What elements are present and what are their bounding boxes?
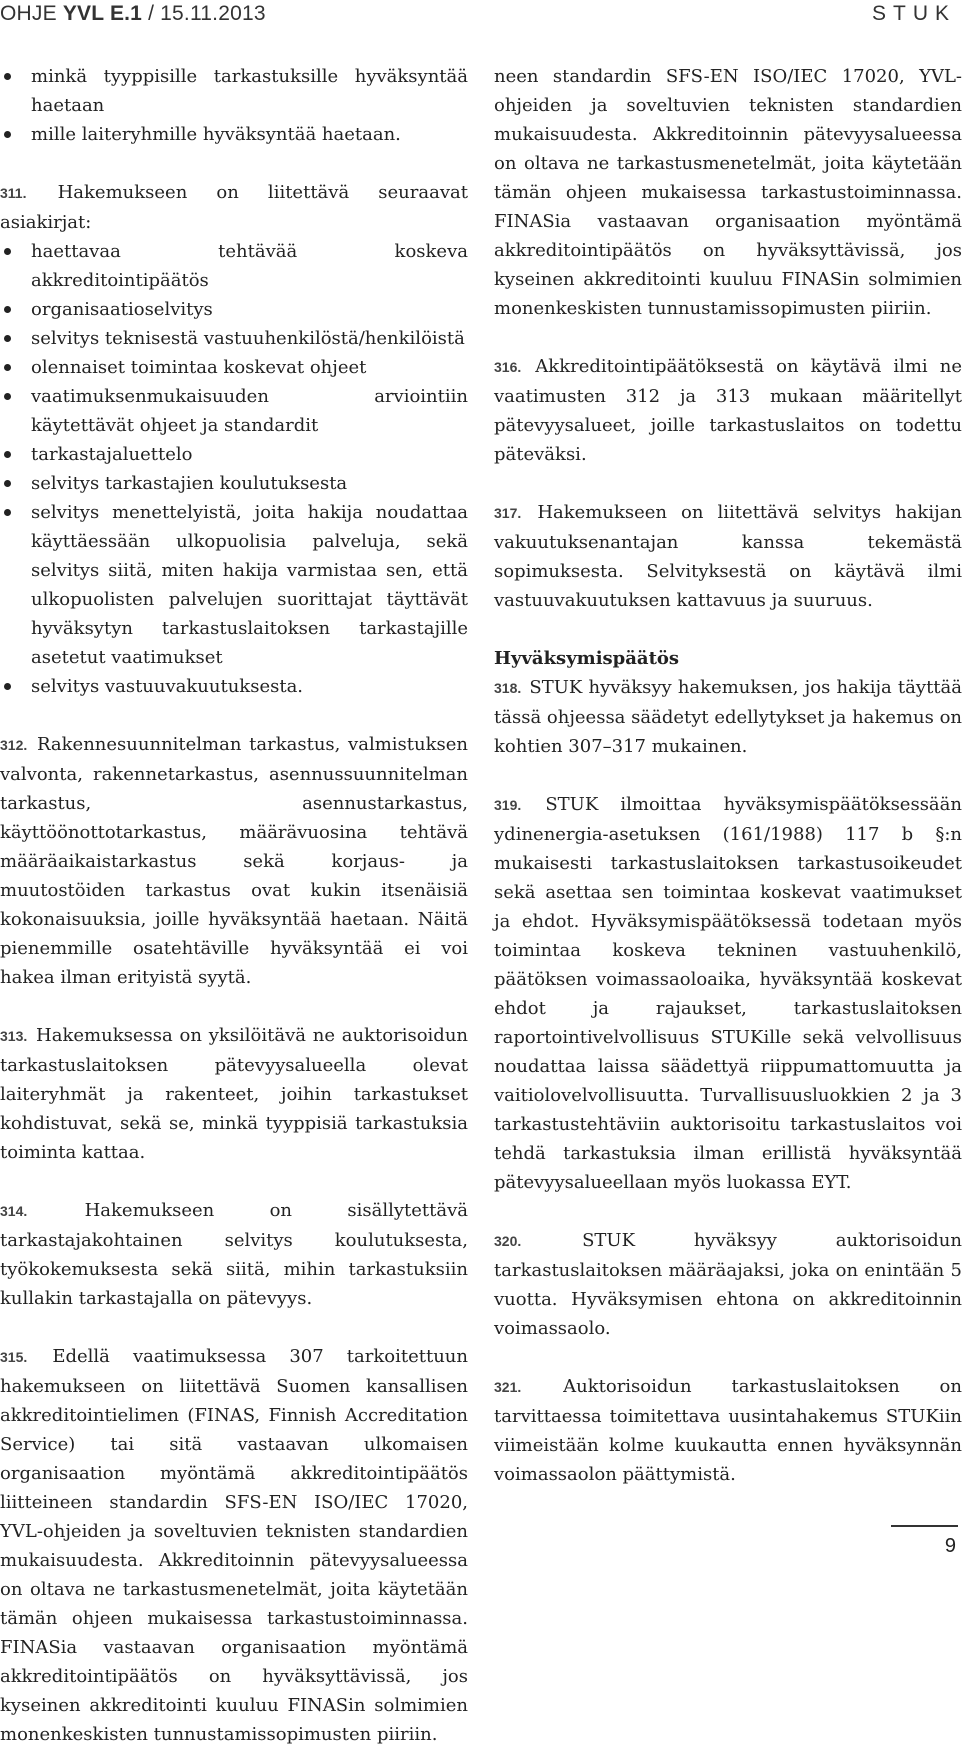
list-item: selvitys tarkastajien koulutuksesta	[0, 469, 468, 498]
paragraph-number: 312.	[0, 737, 28, 753]
list-item: selvitys teknisestä vastuuhenkilöstä/henkilöistä	[0, 324, 468, 353]
paragraph-text: STUK hyväksyy hakemuksen, jos hakija täyttää tässä ohjeessa säädetyt edellytykset ja hakemus on kohtien 307–317 mukainen.	[494, 677, 962, 757]
paragraph-number: 316.	[494, 359, 522, 375]
list-item: mille laiteryhmille hyväksyntää haetaan.	[0, 120, 468, 149]
page-number: 9	[944, 1535, 956, 1557]
paragraph-text: Rakennesuunnitelman tarkastus, valmistuksen valvonta, rakennetarkastus, asennussuunnitelman tarkastus, asennustarkastus, käyttöönottotarkastus, määrävuosina tehtävä määräaikaistarkastus sekä korjaus- ja muutostöiden tarkastus ovat kukin itsenäisiä kokonaisuuksia, joille hyväksyntää haetaan. Näitä pienemmille osatehtäville hyväksyntää ei voi hakea ilman erityistä syytä.	[0, 734, 468, 988]
paragraph-text: Auktorisoidun tarkastuslaitoksen on tarvittaessa toimitettava uusintahakemus STUKiin viimeistään kolme kuukautta ennen hyväksynnän voimassaolon päättymistä.	[494, 1376, 962, 1485]
paragraph-317	[494, 498, 962, 615]
org-name: STUK	[871, 2, 956, 25]
paragraph-315	[0, 1342, 468, 1745]
paragraph-314	[0, 1196, 468, 1313]
paragraph-318	[494, 673, 962, 761]
paragraph-312	[0, 730, 468, 992]
list-item: tarkastajaluettelo	[0, 440, 468, 469]
paragraph-text: Edellä vaatimuksessa 307 tarkoitettuun hakemukseen on liitettävä Suomen kansallisen akkreditointielimen (FINAS, Finnish Accreditation Service) tai sitä vastaavan ulkomaisen organisaation myöntämä akkreditointipäätös liitteineen standardin SFS-EN ISO/IEC 17020, YVL-ohjeiden ja soveltuvien teknisten standardien mukaisuudesta. Akkreditoinnin pätevyysalueessa on oltava ne tarkastusmenetelmät, joita käytetään tämän ohjeen mukaisessa tarkastustoiminnassa. FINASia vastaavan organisaation myöntämä akkreditointipäätös on hyväksyttävissä, jos kyseinen akkreditointi kuuluu FINASin solmimien monenkeskisten tunnustamissopimusten piiriin.	[0, 1346, 468, 1745]
list-item: selvitys menettelyistä, joita hakija noudattaa käyttäessään ulkopuolisia palveluja, sekä selvitys siitä, miten hakija varmistaa sen, että ulkopuolisten palvelujen suorittajat täyttävät hyväksytyn tarkastuslaitoksen tarkastajille asetetut vaatimukset	[0, 498, 468, 672]
doc-prefix: OHJE	[0, 2, 63, 25]
section-heading: Hyväksymispäätös	[494, 648, 680, 669]
paragraph-number: 314.	[0, 1203, 28, 1219]
paragraph-313	[0, 1021, 468, 1167]
right-column	[494, 62, 962, 1489]
paragraph-text: Hakemukseen on liitettävä seuraavat asiakirjat:	[0, 182, 468, 233]
paragraph-316	[494, 352, 962, 469]
paragraph-text: Hakemuksessa on yksilöitävä ne auktorisoidun tarkastuslaitoksen pätevyysalueella olevat laiteryhmät ja rakenteet, joihin tarkastukset kohdistuvat, sekä se, minkä tyyppisiä tarkastuksia toiminta kattaa.	[0, 1025, 468, 1163]
doc-date: / 15.11.2013	[142, 2, 266, 25]
list-item: haettavaa tehtävää koskeva akkreditointipäätös	[0, 237, 468, 295]
paragraph-text: STUK ilmoittaa hyväksymispäätöksessään ydinenergia-asetuksen (161/1988) 117 b §:n mukaisesti tarkastuslaitoksen tarkastusoikeudet sekä asettaa sen toimintaa koskevat vaatimukset ja ehdot. Hyväksymispäätöksessä todetaan myös toimintaa koskeva tekninen vastuuhenkilö, päätöksen voimassaoloaika, hyväksyntää koskevat ehdot ja rajaukset, tarkastuslaitoksen raportointivelvollisuus STUKille sekä velvollisuus noudattaa laissa säädettyä riippumattomuutta ja vaitiolovelvollisuutta. Turvallisuusluokkien 2 ja 3 tarkastustehtäviin auktorisoitu tarkastuslaitos voi tehdä tarkastuksia ilman erillistä hyväksyntää pätevyysalueellaan myös luokassa EYT.	[494, 794, 962, 1193]
paragraph-number: 313.	[0, 1028, 28, 1044]
paragraph-number: 319.	[494, 797, 522, 813]
footer-rule	[891, 1525, 958, 1527]
paragraph-text: Akkreditointipäätöksestä on käytävä ilmi ne vaatimusten 312 ja 313 mukaan määritellyt pätevyysalueet, joille tarkastuslaitos on todettu päteväksi.	[494, 356, 962, 465]
paragraph-text: STUK hyväksyy auktorisoidun tarkastuslaitoksen määräajaksi, joka on enintään 5 vuotta. Hyväksymisen ehtona on akkreditoinnin voimassaolo.	[494, 1230, 962, 1339]
attachments-bullet-list	[0, 237, 468, 701]
page-header	[0, 2, 960, 32]
paragraph-315-continued: neen standardin SFS-EN ISO/IEC 17020, YVL-ohjeiden ja soveltuvien teknisten standardien mukaisuudesta. Akkreditoinnin pätevyysalueessa on oltava ne tarkastusmenetelmät, joita käytetään tämän ohjeen mukaisessa tarkastustoiminnassa. FINASia vastaavan organisaation myöntämä akkreditointipäätös on hyväksyttävissä, jos kyseinen akkreditointi kuuluu FINASin solmimien monenkeskisten tunnustamissopimusten piiriin.	[494, 66, 962, 319]
list-item: selvitys vastuuvakuutuksesta.	[0, 672, 468, 701]
paragraph-321	[494, 1372, 962, 1489]
paragraph-text: Hakemukseen on liitettävä selvitys hakijan vakuutuksenantajan kanssa tekemästä sopimuksesta. Selvityksestä on käytävä ilmi vastuuvakuutuksen kattavuus ja suuruus.	[494, 502, 962, 611]
paragraph-number: 321.	[494, 1379, 522, 1395]
list-item: olennaiset toimintaa koskevat ohjeet	[0, 353, 468, 382]
paragraph-number: 317.	[494, 505, 522, 521]
paragraph-number: 318.	[494, 680, 522, 696]
paragraph-number: 320.	[494, 1233, 522, 1249]
paragraph-320	[494, 1226, 962, 1343]
doc-code: YVL E.1	[62, 2, 143, 25]
paragraph-number: 311.	[0, 185, 27, 201]
paragraph-text: Hakemukseen on sisällytettävä tarkastajakohtainen selvitys koulutuksesta, työkokemuksesta sekä siitä, mihin tarkastuksiin kullakin tarkastajalla on pätevyys.	[0, 1200, 468, 1309]
paragraph-311	[0, 178, 468, 237]
left-column	[0, 62, 468, 1745]
paragraph-319	[494, 790, 962, 1197]
list-item: organisaatioselvitys	[0, 295, 468, 324]
document-id	[0, 2, 266, 26]
list-item: vaatimuksenmukaisuuden arviointiin käytettävät ohjeet ja standardit	[0, 382, 468, 440]
paragraph-number: 315.	[0, 1349, 28, 1365]
intro-bullet-list	[0, 62, 468, 149]
list-item: minkä tyyppisille tarkastuksille hyväksyntää haetaan	[0, 62, 468, 120]
